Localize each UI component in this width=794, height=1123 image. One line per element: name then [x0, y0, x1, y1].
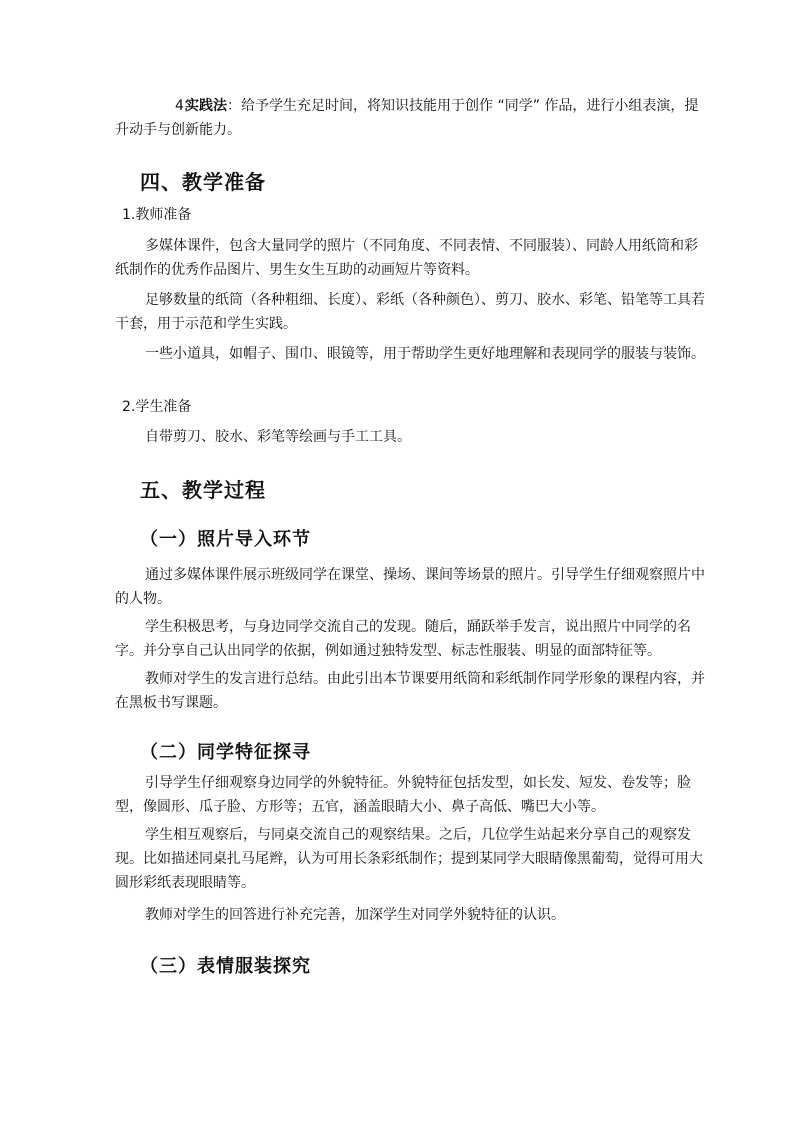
part-2-paragraph-1: 引导学生仔细观察身边同学的外貌特征。外貌特征包括发型，如长发、短发、卷发等；脸型，像圆形、瓜子脸、方形等；五官，涵盖眼睛大小、鼻子高低、嘴巴大小等。 [115, 775, 691, 815]
method-4-paragraph [115, 94, 705, 142]
method-term: 实践法 [185, 98, 227, 114]
part-1-heading: （一）照片导入环节 [140, 529, 311, 550]
method-text: ：给予学生充足时间，将知识技能用于创作 “同学” 作品，进行小组表演，提升动手与创新能力。 [115, 98, 699, 138]
teacher-prep-paragraph-2: 足够数量的纸筒（各种粗细、长度）、彩纸（各种颜色）、剪刀、胶水、彩笔、铅笔等工具若干套，用于示范和学生实践。 [115, 292, 705, 332]
part-2-paragraph-3: 教师对学生的回答进行补充完善，加深学生对同学外貌特征的认识。 [145, 907, 565, 923]
teacher-prep-paragraph-3: 一些小道具，如帽子、围巾、眼镜等，用于帮助学生更好地理解和表现同学的服装与装饰。 [145, 346, 705, 362]
part-2-paragraph-2: 学生相互观察后，与同桌交流自己的观察结果。之后，几位学生站起来分享自己的观察发现。比如描述同桌扎马尾辫，认为可用长条彩纸制作；提到某同学大眼睛像黑葡萄，觉得可用大圆形彩纸表现眼睛等。 [115, 827, 703, 891]
student-prep-paragraph: 自带剪刀、胶水、彩笔等绘画与手工工具。 [145, 429, 411, 445]
student-prep-label: 2.学生准备 [122, 399, 192, 415]
part-1-paragraph-1: 通过多媒体课件展示班级同学在课堂、操场、课间等场景的照片。引导学生仔细观察照片中的人物。 [115, 567, 705, 607]
section-4-heading: 四、教学准备 [140, 170, 266, 194]
part-2-heading: （二）同学特征探寻 [140, 742, 311, 763]
part-1-paragraph-3: 教师对学生的发言进行总结。由此引出本节课要用纸筒和彩纸制作同学形象的课程内容，并在黑板书写课题。 [115, 671, 705, 711]
part-3-heading: （三）表情服装探究 [140, 956, 311, 977]
teacher-prep-label: 1.教师准备 [122, 207, 192, 223]
teacher-prep-paragraph-1: 多媒体课件，包含大量同学的照片（不同角度、不同表情、不同服装）、同龄人用纸筒和彩纸制作的优秀作品图片、男生女生互助的动画短片等资料。 [115, 238, 698, 278]
part-1-paragraph-2: 学生积极思考，与身边同学交流自己的发现。随后，踊跃举手发言，说出照片中同学的名字。并分享自己认出同学的依据，例如通过独特发型、标志性服装、明显的面部特征等。 [115, 619, 691, 659]
section-5-heading: 五、教学过程 [140, 478, 266, 502]
method-number: 4. [175, 98, 189, 114]
